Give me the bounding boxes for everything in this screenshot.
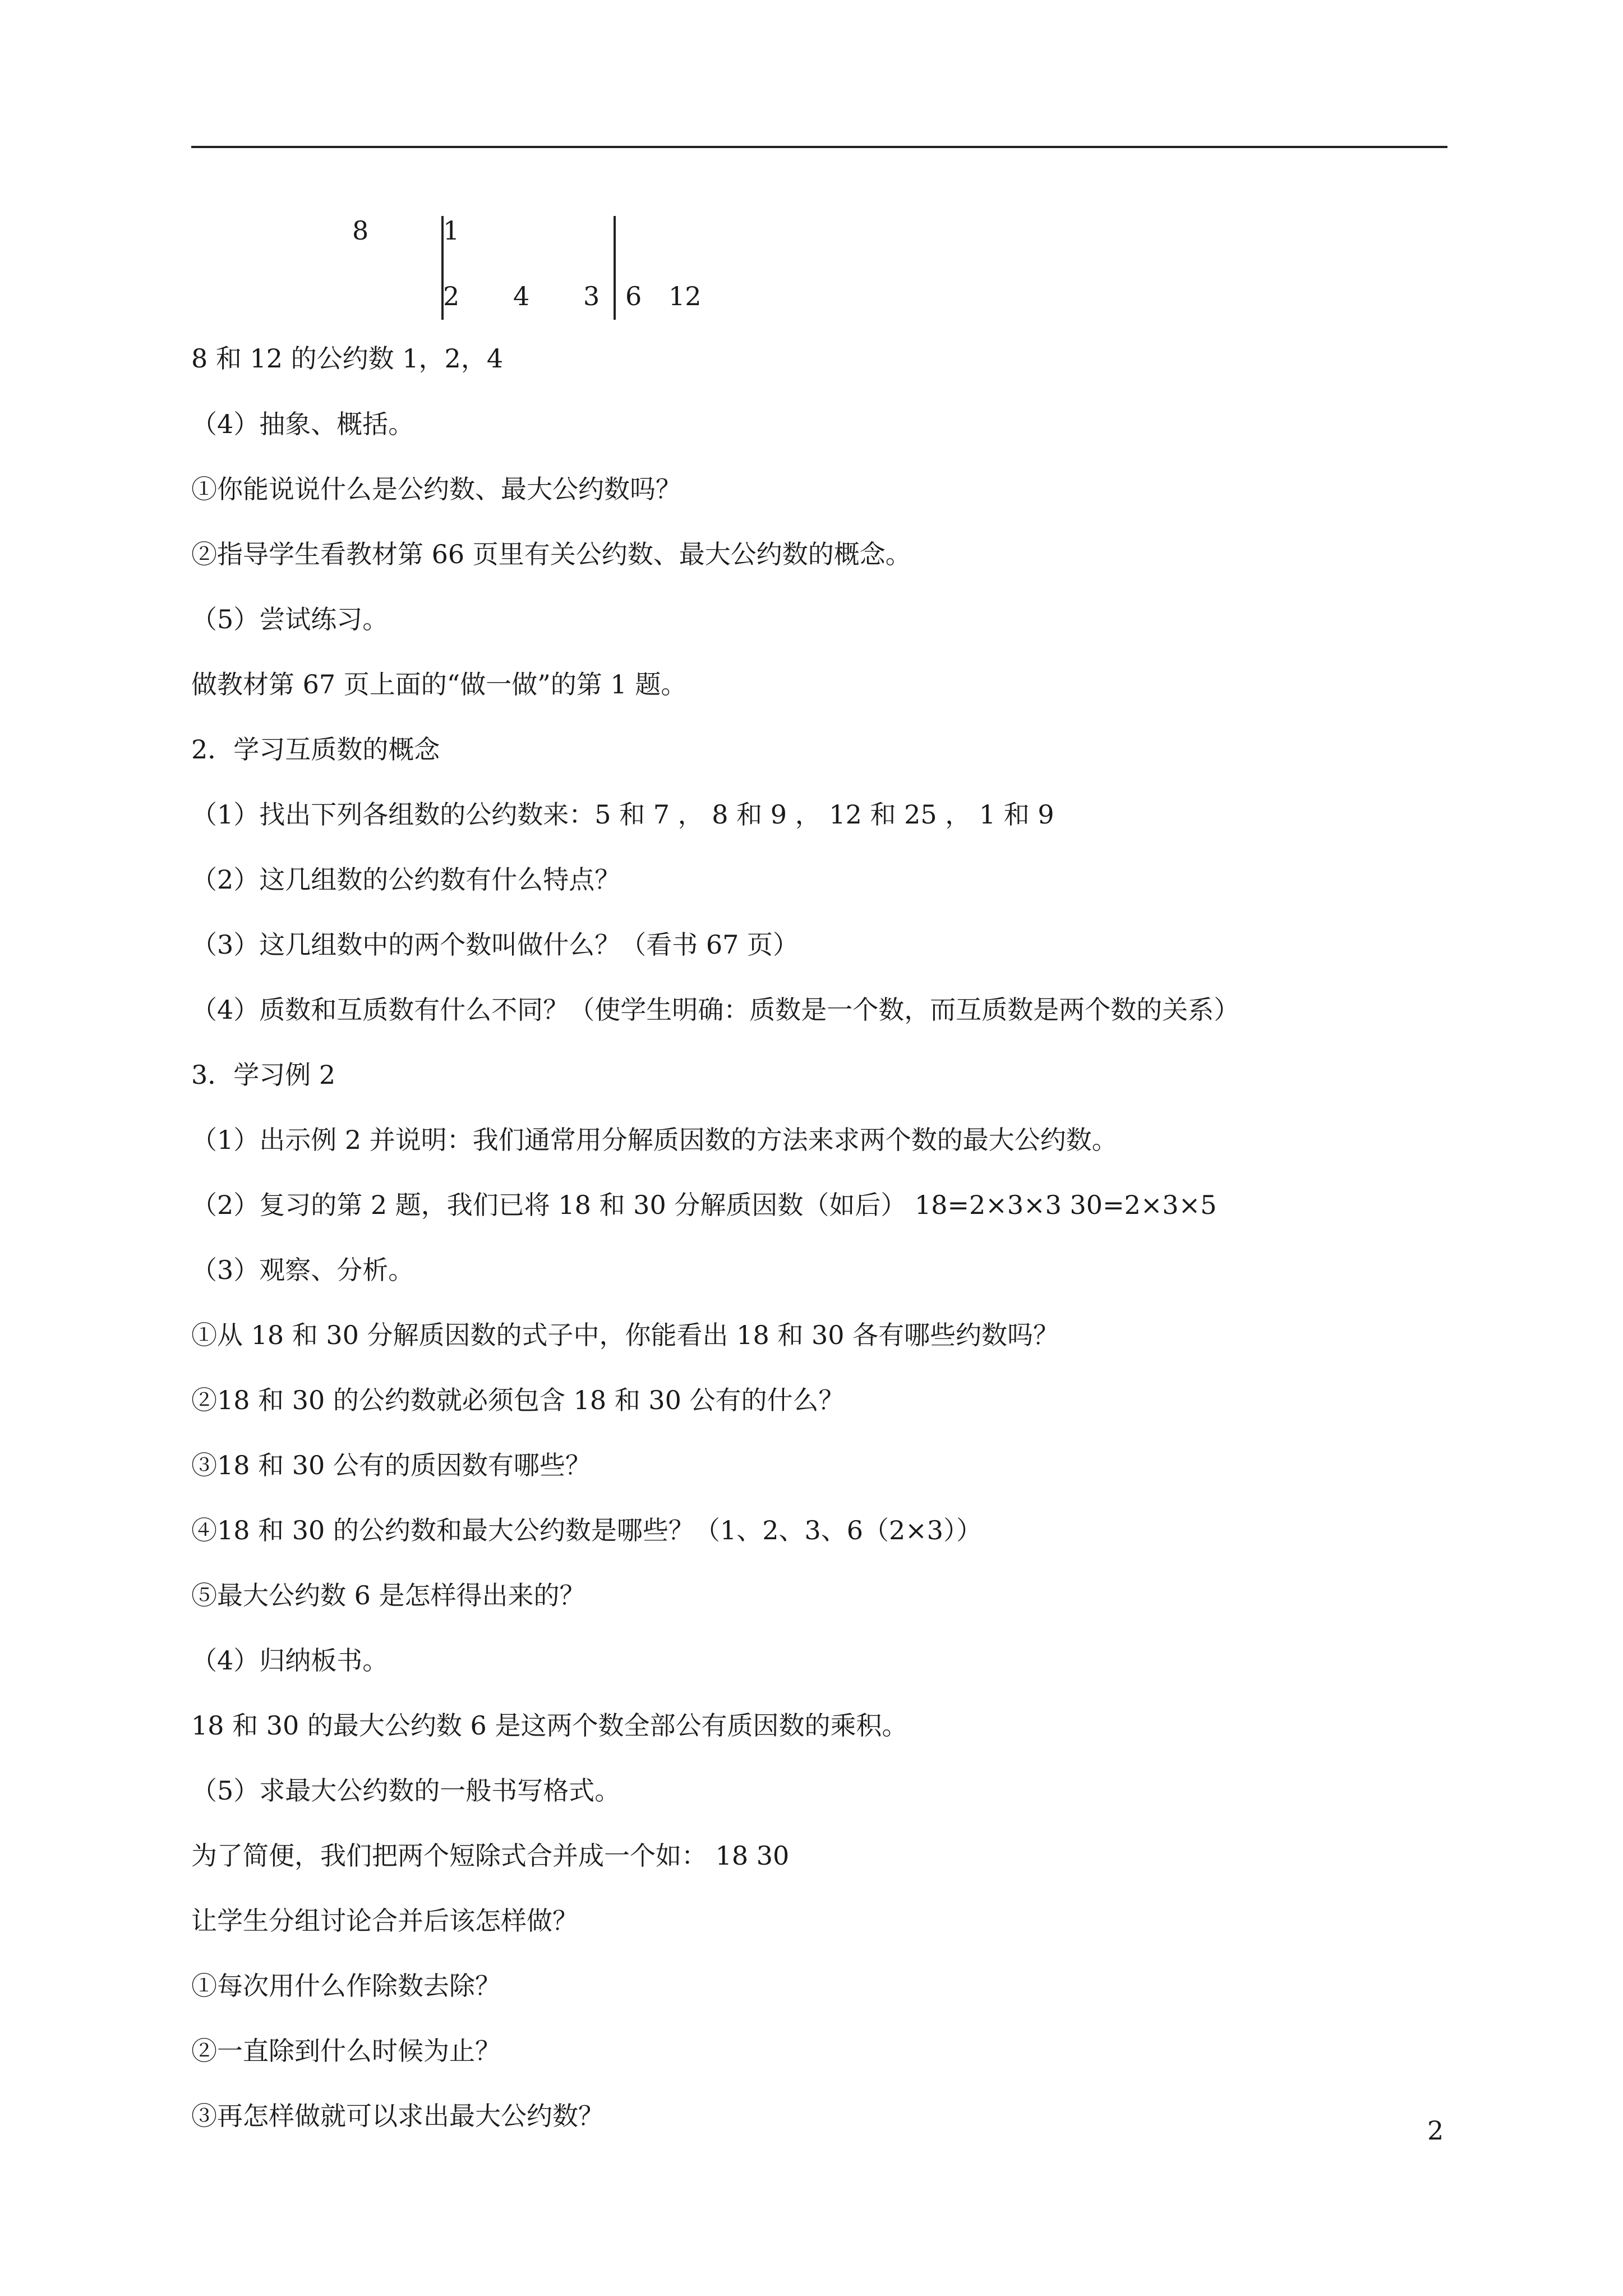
text-line: （5）尝试练习。 (191, 604, 389, 634)
text-line: ②指导学生看教材第 66 页里有关公约数、最大公约数的概念。 (191, 539, 911, 569)
text-line: 做教材第 67 页上面的“做一做”的第 1 题。 (191, 669, 687, 700)
text-line: ④18 和 30 的公约数和最大公约数是哪些？（1、2、3、6（2×3）） (191, 1515, 983, 1545)
text-line: ①从 18 和 30 分解质因数的式子中，你能看出 18 和 30 各有哪些约数吗？ (191, 1320, 1059, 1350)
division-bottom-item: 2 (443, 281, 460, 311)
text-line: ③再怎样做就可以求出最大公约数？ (191, 2101, 604, 2131)
division-bottom-item: 3 (583, 281, 600, 311)
division-bottom-item: 4 (513, 281, 530, 311)
division-top-left: 8 (352, 215, 369, 246)
division-bar-right (614, 216, 616, 320)
text-line: （2）复习的第 2 题，我们已将 18 和 30 分解质因数（如后） 18=2×3×3 30=2×3×5 (191, 1190, 1217, 1220)
text-line: 8 和 12 的公约数 1，2，4 (191, 343, 504, 374)
division-bottom-item: 6 (625, 281, 642, 311)
text-line: 为了简便，我们把两个短除式合并成一个如： 18 30 (191, 1841, 790, 1871)
text-line: （5）求最大公约数的一般书写格式。 (191, 1775, 621, 1806)
text-line: ①每次用什么作除数去除？ (191, 1971, 501, 2001)
text-line: （1）找出下列各组数的公约数来：5 和 7 ， 8 和 9 ， 12 和 25 ， 1 和 9 (191, 799, 1054, 830)
text-line: （4）抽象、概括。 (191, 409, 414, 439)
text-line: ③18 和 30 公有的质因数有哪些？ (191, 1450, 591, 1480)
text-line: （3）观察、分析。 (191, 1255, 414, 1285)
text-line: （1）出示例 2 并说明：我们通常用分解质因数的方法来求两个数的最大公约数。 (191, 1125, 1118, 1155)
text-line: ②一直除到什么时候为止？ (191, 2036, 501, 2066)
text-line: （3）这几组数中的两个数叫做什么？（看书 67 页） (191, 930, 799, 960)
page-number: 2 (1427, 2115, 1444, 2146)
division-top-right: 1 (443, 215, 460, 246)
text-line: （2）这几组数的公约数有什么特点？ (191, 864, 621, 895)
text-line: （4）质数和互质数有什么不同？（使学生明确：质数是一个数，而互质数是两个数的关系） (191, 995, 1240, 1025)
text-line: ①你能说说什么是公约数、最大公约数吗？ (191, 474, 681, 504)
text-line: 18 和 30 的最大公约数 6 是这两个数全部公有质因数的乘积。 (191, 1710, 908, 1741)
header-rule (191, 146, 1447, 148)
text-line: ⑤最大公约数 6 是怎样得出来的？ (191, 1580, 585, 1611)
text-line: 3．学习例 2 (191, 1060, 336, 1090)
text-line: 让学生分组讨论合并后该怎样做？ (191, 1906, 578, 1936)
division-bottom-item: 12 (668, 281, 702, 311)
text-line: （4）归纳板书。 (191, 1645, 389, 1676)
text-line: 2．学习互质数的概念 (191, 734, 440, 765)
text-line: ②18 和 30 的公约数就必须包含 18 和 30 公有的什么？ (191, 1385, 845, 1415)
